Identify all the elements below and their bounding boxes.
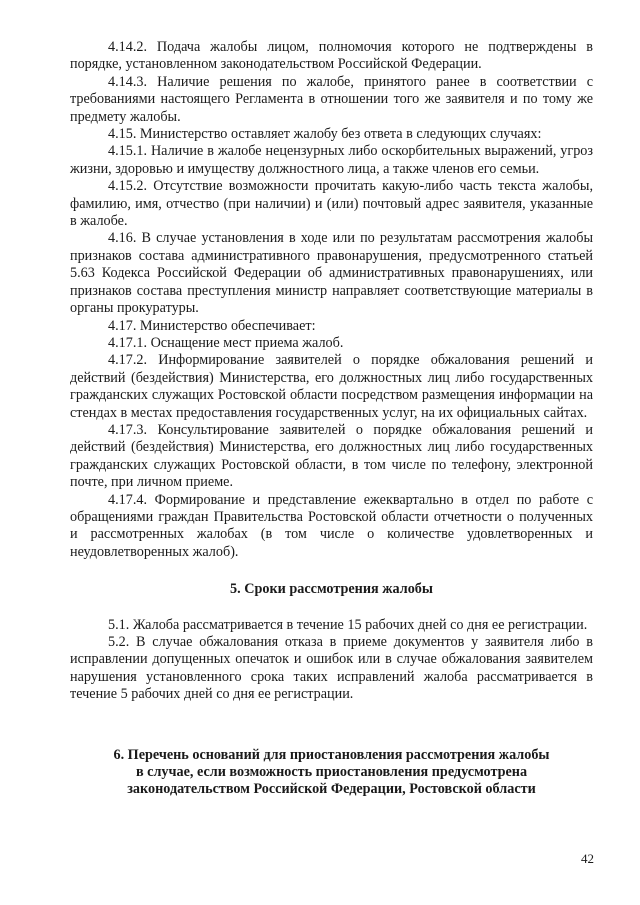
section-5-title: 5. Сроки рассмотрения жалобы — [230, 581, 433, 598]
paragraph-4-15-1: 4.15.1. Наличие в жалобе нецензурных либо оскорбительных выражений, угроз жизни, здоровью и имуществу должностного лица, а также членов его семьи. — [70, 143, 593, 177]
paragraph-4-17-1: 4.17.1. Оснащение мест приема жалоб. — [108, 334, 344, 351]
paragraph-5-2: 5.2. В случае обжалования отказа в приеме документов у заявителя либо в исправлении допущенных опечаток и ошибок или в случае обжалования заявителем нарушения установленного срока таких исправлений жалоба рассматривается в течение 5 рабочих дней со дня ее регистрации. — [70, 634, 593, 703]
paragraph-4-14-2: 4.14.2. Подача жалобы лицом, полномочия которого не подтверждены в порядке, установленном законодательством Российской Федерации. — [70, 39, 593, 73]
page-number: 42 — [581, 851, 594, 866]
paragraph-4-15: 4.15. Министерство оставляет жалобу без ответа в следующих случаях: — [108, 126, 542, 143]
paragraph-5-1: 5.1. Жалоба рассматривается в течение 15 рабочих дней со дня ее регистрации. — [108, 616, 588, 633]
paragraph-4-17-2: 4.17.2. Информирование заявителей о порядке обжалования решений и действий (бездействия) Министерства, его должностных лиц либо государственных гражданских служащих Ростовской области посредством размещения информации на стендах в местах предоставления государственных услуг, на их официальных сайтах. — [70, 352, 593, 421]
paragraph-4-16: 4.16. В случае установления в ходе или по результатам рассмотрения жалобы признаков состава административного правонарушения, предусмотренного статьей 5.63 Кодекса Российской Федерации об административных правонарушениях, или признаков состава преступления министр направляет соответствующие материалы в органы прокуратуры. — [70, 230, 593, 317]
section-6-title-line: законодательством Российской Федерации, Ростовской области — [127, 781, 536, 798]
paragraph-4-17: 4.17. Министерство обеспечивает: — [108, 317, 316, 334]
paragraph-4-17-4: 4.17.4. Формирование и представление ежеквартально в отдел по работе с обращениями граждан Правительства Ростовской области отчетности о полученных и рассмотренных жалобах (в том числе о количестве удовлетворенных и неудовлетворенных жалоб). — [70, 491, 593, 560]
page-content — [70, 39, 593, 799]
section-6-title — [70, 747, 593, 799]
paragraph-4-17-3: 4.17.3. Консультирование заявителей о порядке обжалования решений и действий (бездействия) Министерства, его должностных лиц либо государственных гражданских служащих Ростовской области, в том числе по телефону, электронной почте, при личном приеме. — [70, 421, 593, 491]
paragraph-4-14-3: 4.14.3. Наличие решения по жалобе, принятого ранее в соответствии с требованиями настоящего Регламента в отношении того же заявителя и по тому же предмету жалобы. — [70, 73, 593, 125]
section-6-title-line: 6. Перечень оснований для приостановления рассмотрения жалобы — [113, 746, 550, 763]
paragraph-4-15-2: 4.15.2. Отсутствие возможности прочитать какую-либо часть текста жалобы, фамилию, имя, отчество (при наличии) и (или) почтовый адрес заявителя, указанные в жалобе. — [70, 178, 593, 230]
section-6-title-line: в случае, если возможность приостановления предусмотрена — [135, 764, 528, 781]
